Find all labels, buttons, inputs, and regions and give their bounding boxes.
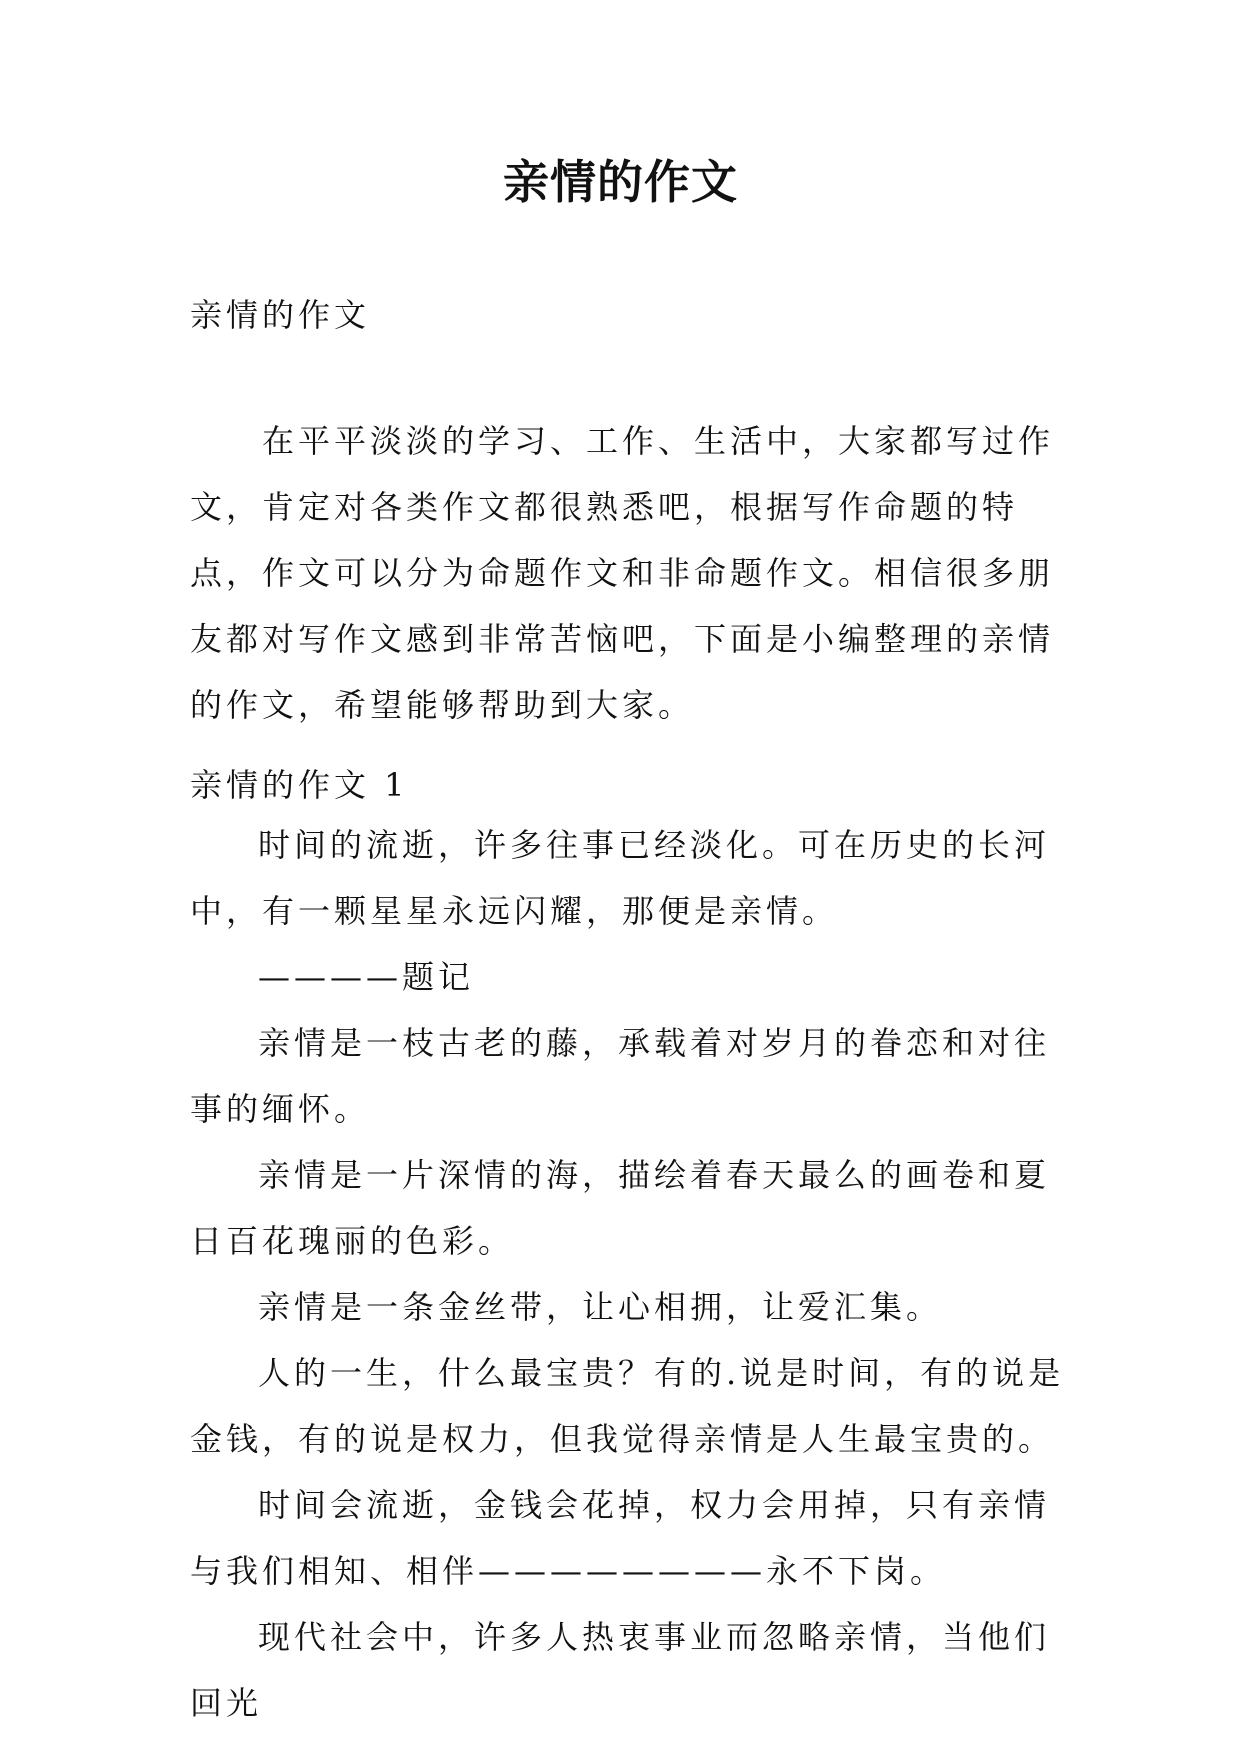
section-title: 亲情的作文 1	[190, 766, 409, 804]
epigraph-attribution: ————题记	[258, 958, 475, 996]
document-subtitle: 亲情的作文	[190, 296, 371, 334]
body-paragraph: 亲情是一枝古老的藤，承载着对岁月的眷恋和对往事的缅怀。	[190, 1024, 1051, 1128]
body-paragraph: 亲情是一片深情的海，描绘着春天最么的画卷和夏日百花瑰丽的色彩。	[190, 1156, 1051, 1260]
document-title: 亲情的作文	[503, 155, 738, 209]
section-body	[190, 812, 1070, 1736]
body-paragraph: 现代社会中，许多人热衷事业而忽略亲情，当他们回光	[190, 1618, 1051, 1722]
body-paragraph: 亲情是一条金丝带，让心相拥，让爱汇集。	[258, 1288, 943, 1326]
body-paragraph: 时间会流逝，金钱会花掉，权力会用掉，只有亲情与我们相知、相伴————————永不下岗。	[190, 1486, 1051, 1590]
body-paragraph: 时间的流逝，许多往事已经淡化。可在历史的长河中，有一颗星星永远闪耀，那便是亲情。	[190, 826, 1051, 930]
body-paragraph: 人的一生，什么最宝贵？有的.说是时间，有的说是金钱，有的说是权力，但我觉得亲情是人生最宝贵的。	[190, 1354, 1065, 1458]
intro-paragraph: 在平平淡淡的学习、工作、生活中，大家都写过作文，肯定对各类作文都很熟悉吧，根据写作命题的特点，作文可以分为命题作文和非命题作文。相信很多朋友都对写作文感到非常苦恼吧，下面是小编整理的亲情的作文，希望能够帮助到大家。	[190, 422, 1055, 724]
